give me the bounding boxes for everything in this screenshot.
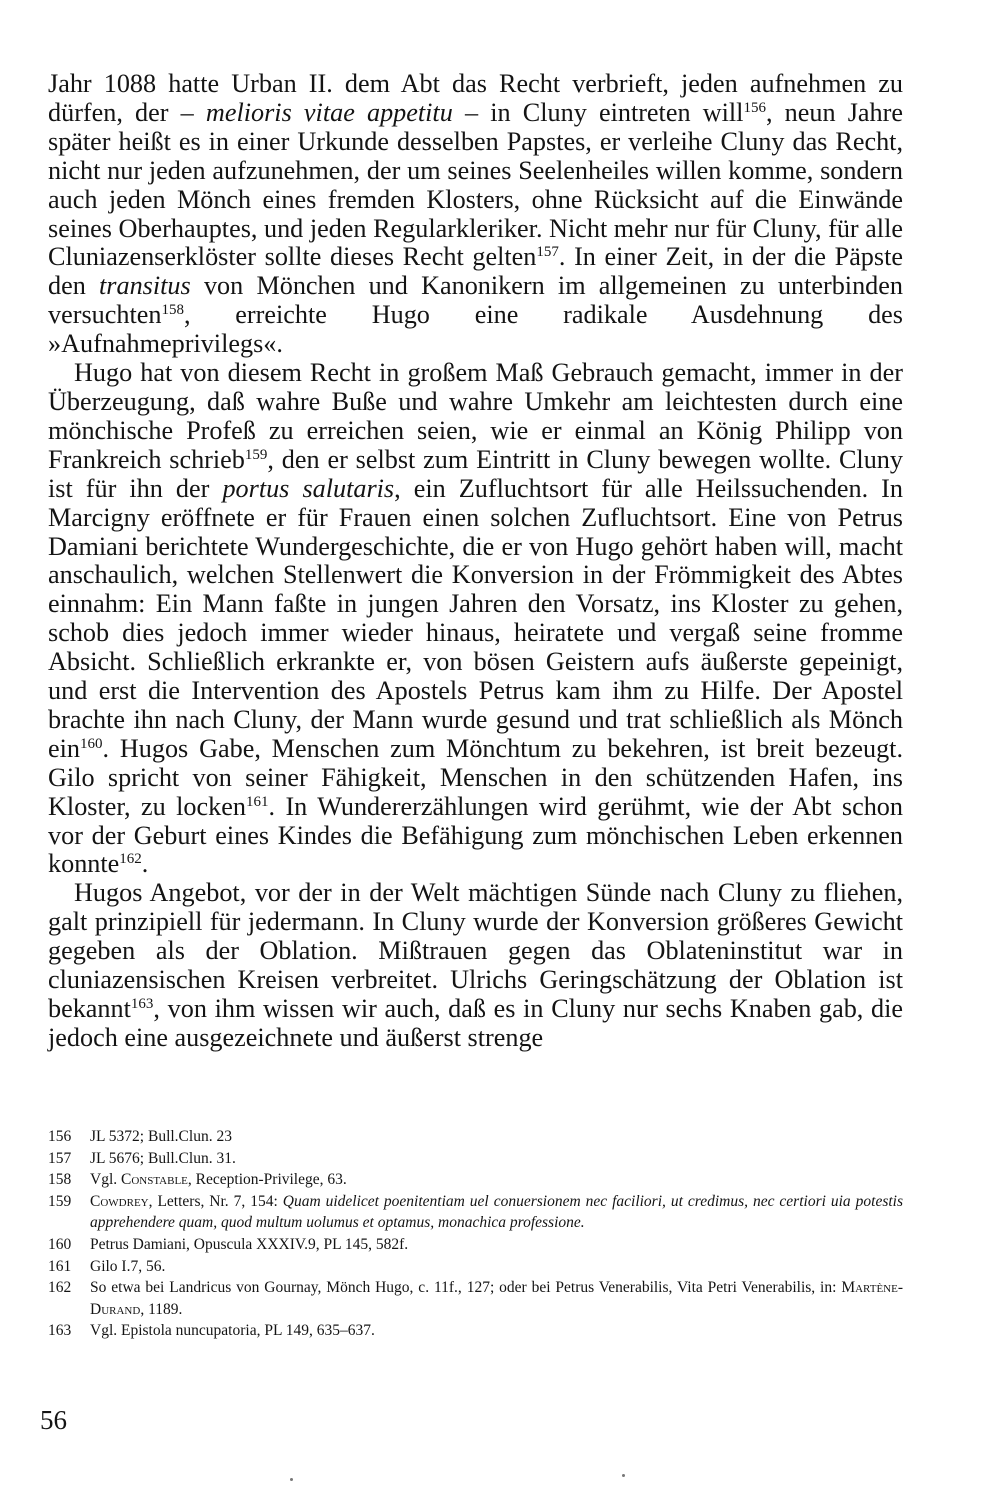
text-run: Gilo I.7, 56. xyxy=(90,1257,166,1275)
footnote-number: 160 xyxy=(48,1235,72,1253)
text-run: . xyxy=(141,849,149,879)
footnote-number: 163 xyxy=(48,1322,72,1340)
text-run: , erreichte Hugo eine radikale Ausdehnung des »Aufnahmeprivilegs«. xyxy=(48,300,903,359)
footnote xyxy=(48,1277,903,1320)
footnote-text xyxy=(90,1169,903,1191)
text-run: Vgl. Epistola nuncupatoria, PL 149, 635–637. xyxy=(90,1322,375,1340)
footnote-reference: 156 xyxy=(743,99,766,116)
text-run: von Mönchen und Kanonikern im allgemeinen zu unterbinden versuchten xyxy=(48,271,903,330)
footnote-number: 158 xyxy=(48,1171,72,1189)
paragraph xyxy=(48,359,903,879)
scan-speck xyxy=(622,1474,625,1477)
author-name: Martène-Durand xyxy=(90,1279,903,1318)
footnote-reference: 161 xyxy=(245,793,269,810)
body-text xyxy=(48,70,903,1053)
text-run: , von ihm wissen wir auch, daß es in Cluny nur sechs Knaben gab, die jedoch eine ausgezeichnete und äußerst strenge xyxy=(48,994,903,1052)
footnote xyxy=(48,1234,903,1256)
footnotes xyxy=(48,1126,903,1342)
text-run: , den er selbst zum Eintritt in Cluny bewegen wollte. Cluny ist für ihn der xyxy=(48,444,903,503)
italic-text: Quam uidelicet poenitentiam uel conuersionem nec faciliori, ut credimus, nec certiori uia potestis apprehendere quam, quod multum uolumus et optamus, monachica professione. xyxy=(90,1192,904,1232)
italic-text: transitus xyxy=(99,271,191,301)
footnote-reference: 162 xyxy=(119,851,142,868)
text-run: JL 5676; Bull.Clun. 31. xyxy=(90,1149,236,1167)
italic-text: melioris vitae appetitu xyxy=(205,97,453,127)
text-run: . In einer Zeit, in der die Päpste den xyxy=(48,242,903,301)
footnote xyxy=(48,1191,903,1234)
paragraph xyxy=(48,70,903,359)
author-name: Cowdrey xyxy=(90,1192,149,1210)
text-run: , 1189. xyxy=(140,1300,183,1318)
text-run: , neun Jahre später heißt es in einer Urkunde desselben Papstes, er verleihe Cluny das Recht, nicht nur jeden aufzunehmen, der um seines Seelenheiles willen komme, sondern auch jeden Mönch eines fremden Klosters, ohne Rücksicht auf die Einwände seines Oberhauptes, und jeden Regularkleriker. Nicht mehr nur für Cluny, für alle Cluniazenserklöster sollte dieses Recht gelten xyxy=(48,97,903,272)
footnote-text xyxy=(90,1320,903,1342)
footnote xyxy=(48,1126,903,1148)
footnote-reference: 157 xyxy=(536,244,559,261)
footnote-text xyxy=(90,1126,903,1148)
footnote-number: 157 xyxy=(48,1149,72,1167)
text-run: Hugos Angebot, vor der in der Welt mächtigen Sünde nach Cluny zu fliehen, galt prinzipiell für jedermann. In Cluny wurde der Konversion größeres Gewicht gegeben als der Oblation. Mißtrauen gegen das Oblateninstitut war in cluniazensischen Kreisen verbreitet. Ulrichs Geringschätzung der Oblation ist bekannt xyxy=(48,878,903,1023)
footnote-text xyxy=(90,1234,903,1256)
page-number: 56 xyxy=(40,1405,67,1435)
text-run: – in Cluny eintreten will xyxy=(452,97,744,127)
footnote xyxy=(48,1256,903,1278)
footnote-reference: 163 xyxy=(130,996,154,1012)
footnote-text xyxy=(90,1277,903,1320)
paragraph xyxy=(48,879,903,1052)
footnote xyxy=(48,1169,903,1191)
footnote xyxy=(48,1320,903,1342)
text-run: Jahr 1088 hatte Urban II. dem Abt das Recht verbrieft, jeden aufnehmen zu dürfen, der – xyxy=(48,69,903,127)
footnote xyxy=(48,1148,903,1170)
footnote-number: 161 xyxy=(48,1257,72,1275)
footnote-text xyxy=(90,1148,903,1170)
footnote-number: 162 xyxy=(48,1279,72,1297)
text-run: Hugo hat von diesem Recht in großem Maß Gebrauch gemacht, immer in der Überzeugung, daß wahre Buße und wahre Umkehr am leichtesten durch eine mönchische Profeß zu erreichen seien, wie er einmal an König Philipp von Frankreich schrieb xyxy=(48,358,903,474)
footnote-text xyxy=(90,1191,903,1234)
text-run: So etwa bei Landricus von Gournay, Mönch Hugo, c. 11f., 127; oder bei Petrus Venerabilis, Vita Petri Venerabilis, in: xyxy=(90,1279,842,1297)
text-run: . Hugos Gabe, Menschen zum Mönchtum zu bekehren, ist breit bezeugt. Gilo spricht von seiner Fähigkeit, Menschen in den schützenden Hafen, ins Kloster, zu locken xyxy=(48,733,903,821)
text-run: . In Wundererzählungen wird gerühmt, wie der Abt schon vor der Geburt eines Kindes die Befähigung zum mönchischen Leben erkennen konnte xyxy=(48,791,903,879)
author-name: Constable xyxy=(121,1171,188,1189)
text-run: Petrus Damiani, Opuscula XXXIV.9, PL 145, 582f. xyxy=(90,1235,409,1253)
scan-speck xyxy=(290,1478,293,1481)
italic-text: portus salutaris xyxy=(222,473,395,503)
text-run: , ein Zufluchtsort für alle Heilssuchenden. In Marcigny eröffnete er für Frauen einen solchen Zufluchtsort. Eine von Petrus Damiani berichtete Wundergeschichte, die er von Hugo gehört haben will, macht anschaulich, welchen Stellenwert die Konversion in der Frömmigkeit des Abtes einnahm: Ein Mann faßte in jungen Jahren den Vorsatz, ins Kloster zu gehen, schob dies jedoch immer wieder hinaus, heiratete und vergaß seine fromme Absicht. Schließlich erkrankte er, von bösen Geistern aufs äußerste gepeinigt, und erst die Intervention des Apostels Petrus kam ihm zu Hilfe. Der Apostel brachte ihn nach Cluny, der Mann wurde gesund und trat schließlich als Mönch ein xyxy=(48,473,903,763)
footnote-reference: 158 xyxy=(161,302,184,319)
text-run: Vgl. xyxy=(90,1171,121,1189)
footnote-reference: 159 xyxy=(244,446,268,463)
text-run: , Letters, Nr. 7, 154: xyxy=(148,1192,283,1210)
text-run: , Reception-Privilege, 63. xyxy=(187,1171,347,1189)
footnote-number: 159 xyxy=(48,1192,72,1210)
footnote-number: 156 xyxy=(48,1128,72,1145)
footnote-text xyxy=(90,1256,903,1278)
text-run: JL 5372; Bull.Clun. 23 xyxy=(90,1128,232,1145)
footnote-reference: 160 xyxy=(80,735,103,752)
